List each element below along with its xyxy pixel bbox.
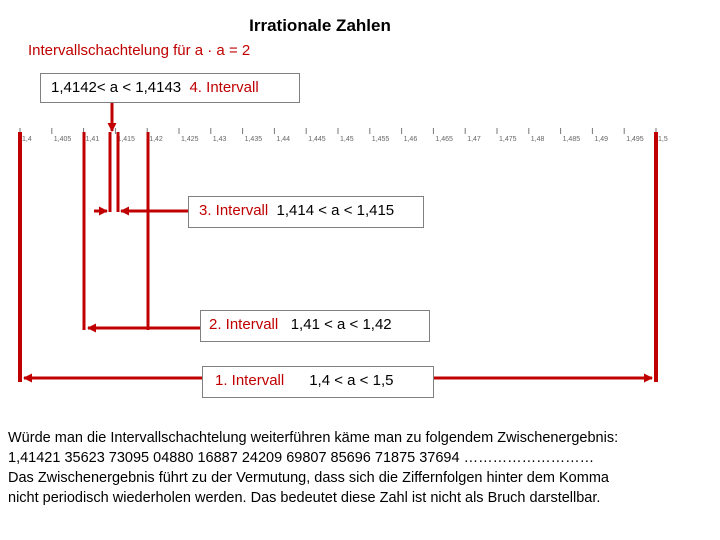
paragraph-line-4: nicht periodisch wiederholen werden. Das bedeutet diese Zahl ist nicht als Bruch darstellbar.: [8, 490, 601, 506]
ruler-tick-label: 1,445: [308, 136, 326, 143]
explanation-paragraph: [8, 428, 714, 508]
paragraph-line-1: Würde man die Intervallschachtelung weiterführen käme man zu folgendem Zwischenergebnis:: [8, 430, 619, 446]
ruler-tick-label: 1,43: [212, 136, 227, 143]
ruler-tick-label: 1,47: [467, 136, 481, 143]
ruler-tick-label: 1,475: [499, 136, 517, 143]
ruler-tick-label: 1,485: [562, 136, 581, 143]
paragraph-line-3: Das Zwischenergebnis führt zu der Vermutung, dass sich die Ziffernfolgen hinter dem Komma: [8, 470, 609, 486]
interval-3-box: [188, 196, 424, 228]
interval-1-range: 1,4 < a < 1,5: [309, 372, 394, 389]
interval-1-label: 1. Intervall: [215, 372, 285, 389]
interval-4-box: [40, 73, 300, 103]
ruler-tick-label: 1,49: [594, 136, 609, 143]
paragraph-line-2: 1,41421 35623 73095 04880 16887 24209 69807 85696 71875 37694 ………………………: [8, 450, 595, 466]
ruler-tick-label: 1,465: [435, 136, 453, 143]
interval-4-label: 4. Intervall: [189, 79, 259, 96]
interval-2-box: [200, 310, 430, 342]
interval-4-range: 1,4142< a < 1,4143: [51, 79, 182, 96]
ruler-tick-label: 1,46: [403, 136, 418, 143]
ruler-tick-label: 1,435: [244, 136, 263, 143]
ruler-tick-label: 1,41: [85, 136, 100, 143]
ruler-tick-label: 1,415: [117, 136, 135, 143]
interval-2-range: 1,41 < a < 1,42: [290, 316, 392, 333]
interval-3-label: 3. Intervall: [199, 202, 269, 219]
ruler-tick-label: 1,405: [53, 136, 72, 143]
ruler-tick-label: 1,45: [340, 136, 354, 143]
ruler-tick-label: 1,44: [276, 136, 291, 143]
ruler-tick-label: 1,48: [530, 136, 545, 143]
ruler-tick-label: 1,425: [181, 136, 199, 143]
ruler-tick-label: 1,5: [658, 136, 668, 143]
interval-3-range: 1,414 < a < 1,415: [276, 202, 395, 219]
subtitle: Intervallschachtelung für a · a = 2: [28, 42, 251, 59]
interval-1-box: [202, 366, 434, 398]
ruler-tick-label: 1,455: [371, 136, 390, 143]
page-title: Irrationale Zahlen: [249, 16, 391, 35]
ruler-tick-label: 1,4: [22, 136, 32, 143]
ruler-tick-label: 1,495: [626, 136, 644, 143]
interval-2-label: 2. Intervall: [209, 316, 279, 333]
ruler-tick-label: 1,42: [149, 136, 163, 143]
